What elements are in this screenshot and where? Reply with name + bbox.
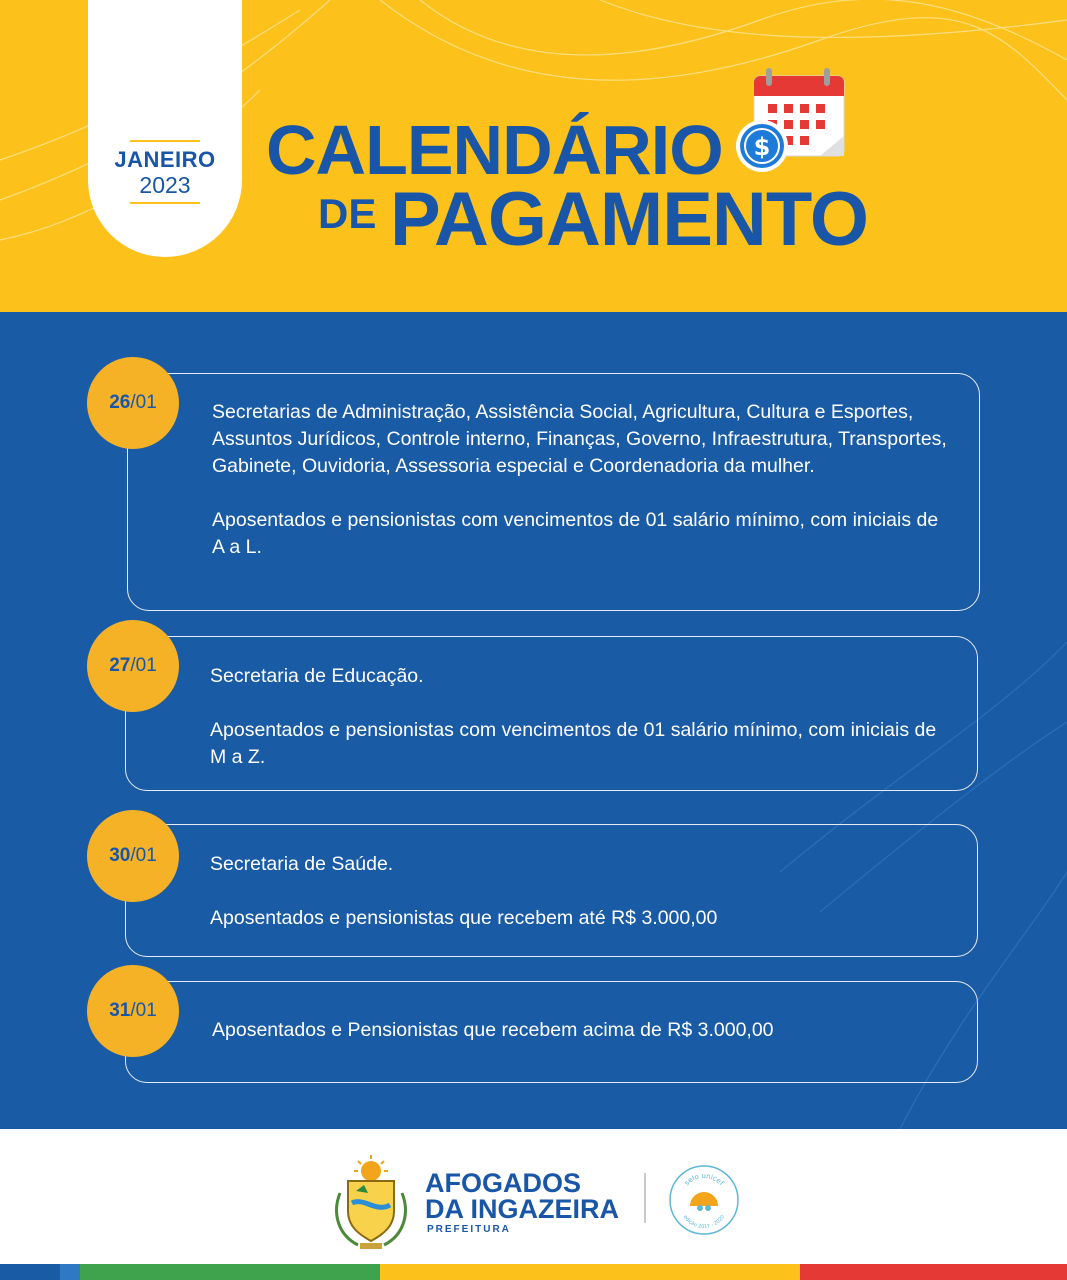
stripe-segment [60,1264,80,1280]
card-text [212,1017,947,1044]
schedule-card [125,981,978,1083]
card-paragraph: Aposentados e Pensionistas que recebem acima de R$ 3.000,00 [212,1019,774,1041]
divider [130,140,200,142]
date-month: /01 [130,392,157,413]
divider [130,202,200,204]
card-text [210,663,947,771]
date-badge [87,357,179,449]
card-paragraph: Aposentados e pensionistas que recebem até R$ 3.000,00 [210,907,718,929]
card-text [212,399,949,561]
date-day: 31 [109,1000,131,1021]
schedule-card [125,636,978,791]
seal-edition: edição 2017 - 2020 [681,1214,727,1231]
card-paragraph: Aposentados e pensionistas com vencimentos de 01 salário mínimo, com iniciais de A a L. [212,509,939,558]
date-month: /01 [130,845,157,866]
header-banner [0,0,1067,312]
page-title-connector: DE [318,190,377,237]
stripe-segment [0,1264,60,1280]
date-day: 30 [109,845,131,866]
org-name-line2: DA INGAZEIRA [425,1194,619,1224]
schedule-card [127,373,980,611]
selo-unicef-icon [668,1164,740,1236]
stripe-segment [80,1264,380,1280]
color-stripe [0,1264,1067,1280]
year-label: 2023 [139,172,191,198]
date-month: /01 [130,1000,157,1021]
schedule-section [0,312,1067,1129]
date-badge [87,620,179,712]
month-tab [88,0,242,257]
org-name-line1: AFOGADOS [425,1168,582,1198]
card-paragraph: Secretaria de Saúde. [210,853,394,875]
card-paragraph: Aposentados e pensionistas com vencimentos de 01 salário mínimo, com iniciais de M a Z. [210,719,937,768]
schedule-card [125,824,978,957]
svg-text:$: $ [753,133,771,161]
date-month: /01 [130,655,157,676]
footer [0,1129,1067,1280]
date-badge [87,965,179,1057]
stripe-segment [800,1264,1067,1280]
page-title-line1: CALENDÁRIO [266,111,723,189]
page-title-line2: PAGAMENTO [390,177,868,262]
date-day: 27 [109,655,131,676]
seal-label: selo unicef [682,1171,726,1188]
card-paragraph: Secretarias de Administração, Assistência Social, Agricultura, Cultura e Esportes, Assuntos Jurídicos, Controle interno, Finanças, Governo, Infraestrutura, Transportes, Gabinete, Ouvidoria, Assessoria especial e Coordenadoria da mulher. [212,401,947,477]
date-badge [87,810,179,902]
calendar-money-icon [730,64,850,174]
municipal-crest-icon [330,1153,412,1253]
divider [644,1173,646,1223]
card-paragraph: Secretaria de Educação. [210,665,424,687]
month-label: JANEIRO [114,147,216,172]
card-text [210,851,947,932]
org-subtitle: PREFEITURA [427,1224,511,1235]
stripe-segment [380,1264,800,1280]
date-day: 26 [109,392,131,413]
